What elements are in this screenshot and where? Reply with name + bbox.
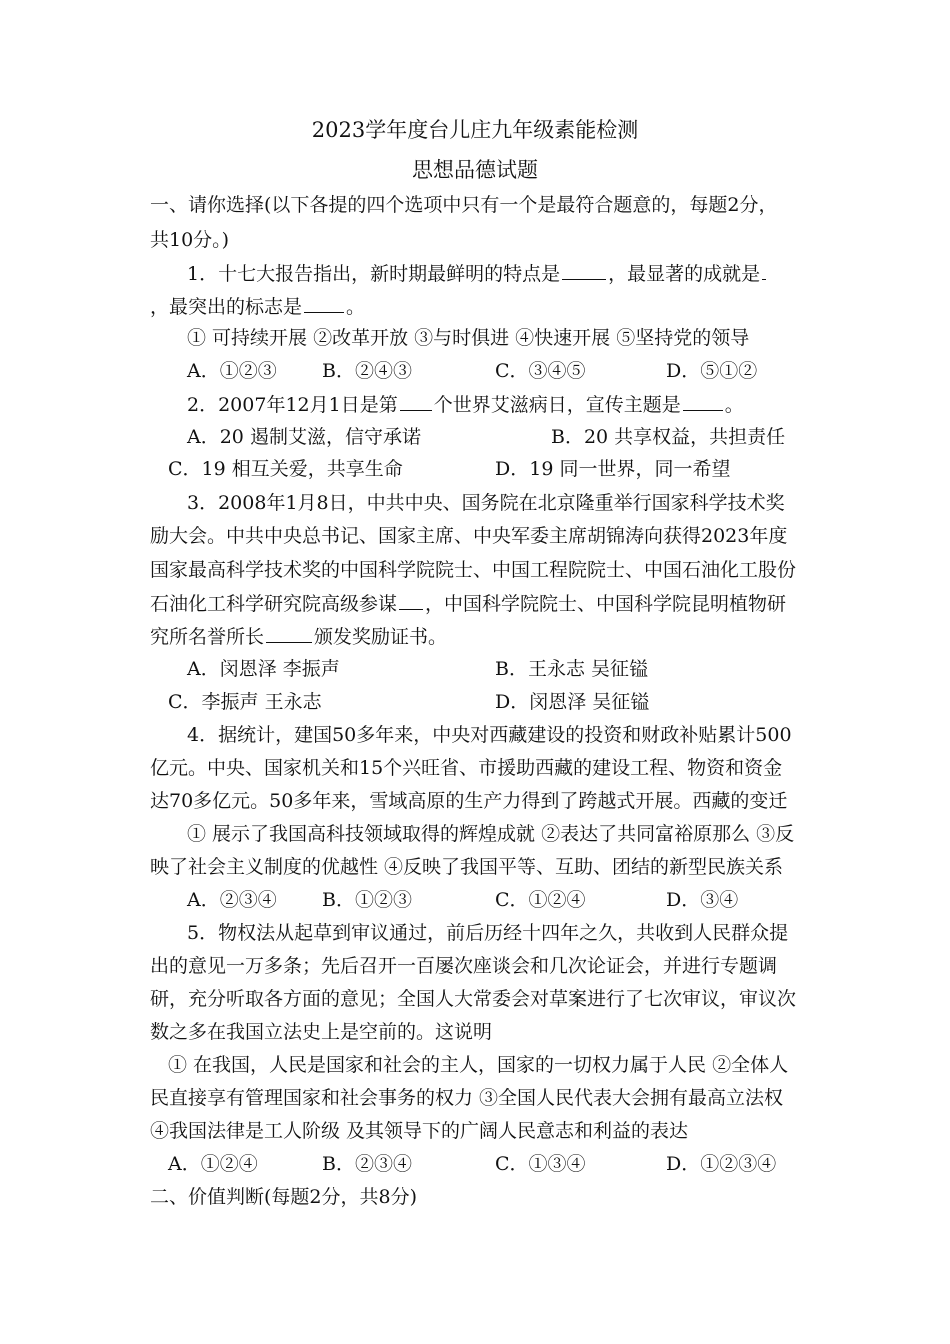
- q2-option-b: B．20 共享权益，共担责任: [551, 426, 786, 448]
- q1-blank-1: [562, 257, 606, 280]
- q3-text-b: ，中国科学院院士、中国科学院昆明植物研: [425, 593, 787, 615]
- q5-line6: 民直接享有管理国家和社会事务的权力 ③全国人民代表大会拥有最高立法权: [150, 1087, 784, 1109]
- q4-option-a: A．②③④: [187, 889, 277, 911]
- q4-line5: 映了社会主义制度的优越性 ④反映了我国平等、互助、团结的新型民族关系: [150, 856, 784, 878]
- q3-text-d: 颁发奖励证书。: [314, 626, 448, 648]
- q1-text-a: 1．十七大报告指出，新时期最鲜明的特点是: [187, 263, 561, 285]
- q1-text-c: ，最突出的标志是: [150, 296, 303, 318]
- q5-line2: 出的意见一万多条；先后召开一百屡次座谈会和几次论证会，并进行专题调: [150, 955, 778, 977]
- q5-line3: 研，充分听取各方面的意见；全国人大常委会对草案进行了七次审议，审议次: [150, 988, 797, 1010]
- q3-line5: [150, 620, 810, 652]
- q2-option-c: C．19 相互关爱，共享生命: [168, 458, 403, 480]
- q2-text-b: 个世界艾滋病日，宣传主题是: [433, 394, 681, 416]
- q3-text-a: 石油化工科学研究院高级参谋: [150, 593, 398, 615]
- q3-line1: 3．2008年1月8日，中共中央、国务院在北京隆重举行国家科学技术奖: [187, 492, 785, 514]
- q5-option-a: A．①②④: [168, 1153, 258, 1175]
- q1-text-b: ，最显著的成就是: [608, 263, 761, 285]
- exam-subtitle: 思想品德试题: [412, 158, 538, 182]
- q3-line2: 励大会。中共中央总书记、国家主席、中央军委主席胡锦涛向获得2023年度: [150, 525, 788, 547]
- q3-option-b: B．王永志 吴征镒: [495, 658, 649, 680]
- q5-line1: 5．物权法从起草到审议通过，前后历经十四年之久，共收到人民群众提: [187, 922, 789, 944]
- exam-title: 2023学年度台儿庄九年级素能检测: [311, 118, 639, 142]
- q1-statements: ① 可持续开展 ②改革开放 ③与时俱进 ④快速开展 ⑤坚持党的领导: [187, 327, 750, 349]
- q4-line2: 亿元。中央、国家机关和15个兴旺省、市援助西藏的建设工程、物资和资金: [150, 757, 783, 779]
- q1-line2: [150, 290, 810, 322]
- q3-blank-2: [266, 620, 312, 643]
- section1-heading-line2: 共10分。): [150, 229, 230, 251]
- q1-option-a: A．①②③: [187, 360, 277, 382]
- q2-option-d: D．19 同一世界，同一希望: [495, 458, 731, 480]
- q4-line1: 4．据统计，建国50多年来，中央对西藏建设的投资和财政补贴累计500: [187, 724, 792, 746]
- q4-option-c: C．①②④: [495, 889, 586, 911]
- q1-option-b: B．②④③: [322, 360, 412, 382]
- q5-option-b: B．②③④: [322, 1153, 412, 1175]
- q4-line4: ① 展示了我国高科技领域取得的辉煌成就 ②表达了共同富裕原那么 ③反: [187, 823, 795, 845]
- q3-option-c: C．李振声 王永志: [168, 691, 322, 713]
- q4-option-d: D．③④: [666, 889, 739, 911]
- q2-text-c: 。: [724, 394, 744, 416]
- q4-option-b: B．①②③: [322, 889, 412, 911]
- q3-text-c: 究所名誉所长: [150, 626, 265, 648]
- q2-option-a: A．20 遏制艾滋，信守承诺: [187, 426, 421, 448]
- q5-line5: ① 在我国，人民是国家和社会的主人，国家的一切权力属于人民 ②全体人: [168, 1054, 789, 1076]
- q1-option-c: C．③④⑤: [495, 360, 586, 382]
- q1-option-d: D．⑤①②: [666, 360, 758, 382]
- q5-option-d: D．①②③④: [666, 1153, 777, 1175]
- q2-blank-1: [400, 388, 432, 411]
- section1-heading-line1: 一、请你选择(以下各提的四个选项中只有一个是最符合题意的，每题2分，: [150, 194, 778, 216]
- q5-option-c: C．①③④: [495, 1153, 586, 1175]
- q3-option-a: A．闵恩泽 李振声: [187, 658, 340, 680]
- q2-text-a: 2．2007年12月1日是第: [187, 394, 398, 416]
- q2-line1: [187, 388, 810, 420]
- q1-line1: [187, 257, 810, 289]
- section2-heading: 二、价值判断(每题2分，共8分): [150, 1186, 418, 1208]
- q3-blank-1: [399, 587, 423, 610]
- q1-blank-2: [762, 257, 766, 280]
- q5-line7: ④我国法律是工人阶级 及其领导下的广阔人民意志和利益的表达: [150, 1120, 689, 1142]
- q1-blank-3: [304, 290, 344, 313]
- q3-line3: 国家最高科学技术奖的中国科学院院士、中国工程院院士、中国石油化工股份: [150, 559, 797, 581]
- q2-blank-2: [683, 388, 723, 411]
- q4-line3: 达70多亿元。50多年来，雪域高原的生产力得到了跨越式开展。西藏的变迁: [150, 790, 788, 812]
- q5-line4: 数之多在我国立法史上是空前的。这说明: [150, 1021, 493, 1043]
- q3-line4: [150, 587, 810, 619]
- q3-option-d: D．闵恩泽 吴征镒: [495, 691, 650, 713]
- q1-text-d: 。: [346, 296, 366, 318]
